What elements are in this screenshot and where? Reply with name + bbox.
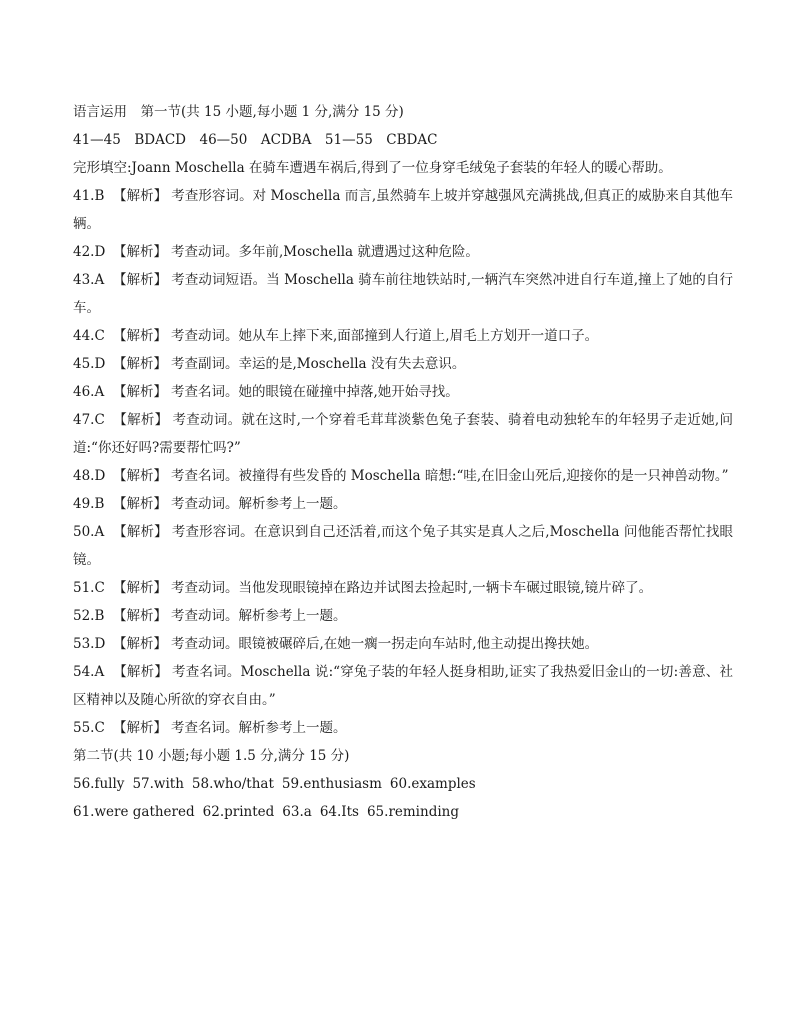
explanation-item (73, 406, 733, 462)
item-number: 42.D (73, 244, 106, 260)
item-explanation: 考查动词。当他发现眼镜掉在路边并试图去捡起时,一辆卡车碾过眼镜,镜片碎了。 (171, 580, 653, 596)
item-explanation: 考查动词。解析参考上一题。 (171, 608, 347, 624)
item-explanation: 考查动词。就在这时,一个穿着毛茸茸淡紫色兔子套装、骑着电动独轮车的年轻男子走近她,问道:“你还好吗?需要帮忙吗?” (73, 412, 733, 456)
item-explanation: 考查副词。幸运的是,Moschella 没有失去意识。 (171, 356, 466, 372)
explanation-item (73, 658, 733, 714)
item-number: 49.B (73, 496, 105, 512)
item-number: 43.A (73, 272, 105, 288)
analysis-tag: 【解析】 (113, 356, 167, 372)
analysis-tag: 【解析】 (113, 580, 167, 596)
analysis-tag: 【解析】 (113, 608, 167, 624)
fill-answer: 64.Its (319, 804, 359, 820)
passage-summary: 完形填空:Joann Moschella 在骑车遭遇车祸后,得到了一位身穿毛绒兔子套装的年轻人的暖心帮助。 (73, 160, 672, 176)
fill-answer: 62.printed (202, 804, 275, 820)
fill-answer: 61.were gathered (73, 804, 195, 820)
explanation-item (73, 238, 733, 266)
item-explanation: 考查名词。Moschella 说:“穿兔子装的年轻人挺身相助,证实了我热爱旧金山的一切:善意、社区精神以及随心所欲的穿衣自由。” (73, 664, 734, 708)
explanation-item (73, 322, 733, 350)
item-number: 50.A (73, 524, 105, 540)
item-explanation: 考查名词。被撞得有些发昏的 Moschella 暗想:“哇,在旧金山死后,迎接你的是一只神兽动物。” (171, 468, 729, 484)
item-number: 41.B (73, 188, 105, 204)
analysis-tag: 【解析】 (113, 272, 168, 288)
analysis-tag: 【解析】 (113, 328, 167, 344)
explanation-item (73, 266, 733, 322)
fill-answer: 56.fully (73, 776, 125, 792)
analysis-tag: 【解析】 (113, 524, 168, 540)
answer-key: 41—45 BDACD 46—50 ACDBA 51—55 CBDAC (73, 132, 438, 148)
analysis-tag: 【解析】 (113, 664, 169, 680)
explanation-item (73, 630, 733, 658)
section2-answers-row-2 (73, 798, 733, 826)
item-explanation: 考查动词短语。当 Moschella 骑车前往地铁站时,一辆汽车突然冲进自行车道,撞上了她的自行车。 (73, 272, 733, 316)
fill-answer: 63.a (282, 804, 312, 820)
item-explanation: 考查动词。解析参考上一题。 (171, 496, 347, 512)
item-explanation: 考查名词。她的眼镜在碰撞中掉落,她开始寻找。 (171, 384, 459, 400)
analysis-tag: 【解析】 (113, 244, 167, 260)
explanation-item (73, 714, 733, 742)
item-number: 48.D (73, 468, 106, 484)
analysis-tag: 【解析】 (113, 720, 167, 736)
analysis-tag: 【解析】 (113, 496, 167, 512)
section1-header: 语言运用 第一节(共 15 小题,每小题 1 分,满分 15 分) (73, 104, 404, 120)
item-number: 55.C (73, 720, 105, 736)
item-explanation: 考查动词。多年前,Moschella 就遭遇过这种危险。 (171, 244, 479, 260)
item-number: 52.B (73, 608, 105, 624)
explanation-item (73, 574, 733, 602)
fill-answer: 60.examples (389, 776, 476, 792)
item-number: 53.D (73, 636, 106, 652)
answer-page (73, 98, 733, 826)
explanation-item (73, 490, 733, 518)
explanation-item (73, 378, 733, 406)
fill-answer: 58.who/that (191, 776, 274, 792)
section2-header: 第二节(共 10 小题;每小题 1.5 分,满分 15 分) (73, 748, 350, 764)
item-explanation: 考查动词。她从车上摔下来,面部撞到人行道上,眉毛上方划开一道口子。 (171, 328, 599, 344)
item-number: 44.C (73, 328, 105, 344)
item-number: 54.A (73, 664, 105, 680)
fill-answer: 59.enthusiasm (281, 776, 382, 792)
item-explanation: 考查动词。眼镜被碾碎后,在她一瘸一拐走向车站时,他主动提出搀扶她。 (171, 636, 599, 652)
fill-answer: 65.reminding (366, 804, 459, 820)
item-number: 47.C (73, 412, 105, 428)
item-number: 51.C (73, 580, 105, 596)
explanation-list (73, 182, 733, 742)
analysis-tag: 【解析】 (113, 412, 169, 428)
item-explanation: 考查名词。解析参考上一题。 (171, 720, 347, 736)
analysis-tag: 【解析】 (113, 384, 167, 400)
explanation-item (73, 462, 733, 490)
explanation-item (73, 182, 733, 238)
item-explanation: 考查形容词。对 Moschella 而言,虽然骑车上坡并穿越强风充满挑战,但真正的威胁来自其他车辆。 (73, 188, 733, 232)
fill-answer: 57.with (132, 776, 184, 792)
item-number: 46.A (73, 384, 105, 400)
analysis-tag: 【解析】 (113, 468, 167, 484)
explanation-item (73, 602, 733, 630)
section2-answers-row-1 (73, 770, 733, 798)
item-number: 45.D (73, 356, 106, 372)
analysis-tag: 【解析】 (113, 636, 167, 652)
explanation-item (73, 518, 733, 574)
analysis-tag: 【解析】 (113, 188, 168, 204)
item-explanation: 考查形容词。在意识到自己还活着,而这个兔子其实是真人之后,Moschella 问他能否帮忙找眼镜。 (73, 524, 734, 568)
explanation-item (73, 350, 733, 378)
